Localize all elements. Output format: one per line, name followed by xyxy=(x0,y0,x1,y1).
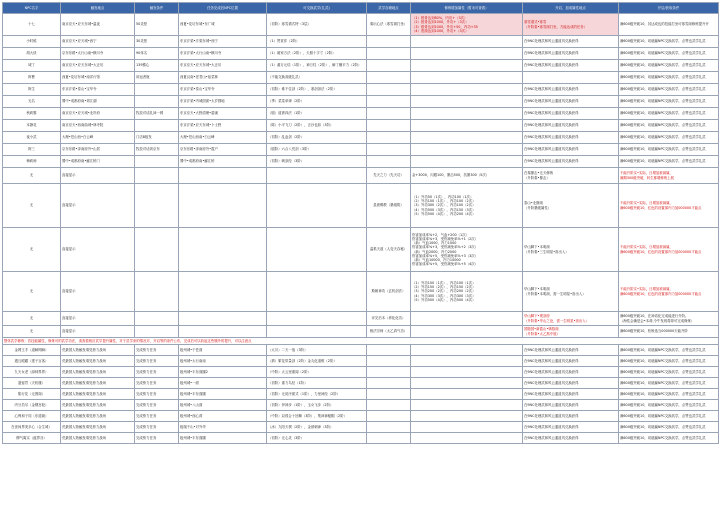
table-cell: 在9NC处理武林风云通道具兑换获得 xyxy=(523,144,619,156)
table-cell: 无 xyxy=(3,272,61,312)
table-cell: 梅莉师 xyxy=(3,156,61,168)
table-cell: 满600级突破10，切磋赢NPC交换其学，点赞也武学礼武 xyxy=(619,84,719,96)
table-cell: 秋莉霸 xyxy=(3,108,61,120)
table-cell xyxy=(367,411,411,422)
table-cell: 不能升阶实•实际，日增加被减属， 满期300级突破，转生都增修炼上展 xyxy=(619,168,719,184)
table-cell: 在9NC处理武林风云通道具兑换获得 xyxy=(523,433,619,444)
table-body-faction xyxy=(3,345,719,444)
table-cell: 伤害加成率%+2，气血+200（1次） 伤害加成率%+3，受伤减免率%+1（2次） （新）气血1000，内力1000 伤害加成率%+3，受伤减免率%+2（3次） （新）气血2000，内力2000 伤害加成率%+5，受伤减免率%+3（3次） （新）气血10000，内力10000 伤害加成率%+5，受伤减免率%+5（4次） xyxy=(411,228,523,272)
table-cell: 大理•苍山西南•白云峰 xyxy=(179,132,267,144)
table-cell: 不能升阶实•实际，日增加被减属， 满600级突破10，红色的设置那内力加000000才能点 xyxy=(619,228,719,272)
table-cell: （季）菜菜单律（2阶） xyxy=(267,96,367,108)
table-cell: 东京应天•应天东城•大正坊 xyxy=(179,60,267,72)
table-cell: 直接显示 xyxy=(61,272,135,312)
table-cell: 满600级突破10，切磋赢NPC交换其学，点赞也武学礼武 xyxy=(619,96,719,108)
table-cell: 东京应天•大野清理•碧溪 xyxy=(179,108,267,120)
table-cell: 牧放对话乳神一网 xyxy=(135,108,179,120)
table-cell xyxy=(411,144,523,156)
table-cell: 在9NC处理武林风云通道具兑换获得 xyxy=(523,48,619,60)
table-cell: 无 xyxy=(3,228,61,272)
table-cell: （初阶）无心灵（3阶） xyxy=(267,433,367,444)
note-text: 整体武学修炼：若技能属性，修炼可的武学功法，请查看相应武学提升属性，对于武学来的情况对，开启等的条件公布，完成后可以收起这些额外的提升，可以注意点 xyxy=(3,338,719,345)
table-cell: （1）外功50（1次），内功100（1次） （2）外功100（1次），内功100（2次） （3）外功300（2次），内功100（2次） （4）外功500（3次），内功150（3次） （5）外功500（4次），内功200（4次） xyxy=(411,184,523,228)
table-row xyxy=(3,400,719,411)
table-cell: 完成势力任务 xyxy=(135,400,179,411)
table-cell xyxy=(411,378,523,389)
table-cell: 滋留胃（天机楼） xyxy=(3,378,61,389)
table-cell: 在9NC处理武林风云通道具兑换获得 xyxy=(523,422,619,433)
table-cell xyxy=(179,272,267,312)
table-cell xyxy=(367,72,411,84)
table-cell xyxy=(367,389,411,400)
table-cell xyxy=(135,272,179,312)
table-cell xyxy=(411,326,523,338)
table-cell: 在9NC处理武林风云通道具兑换获得 xyxy=(523,36,619,48)
table-cell: 金+3000，闪避100，暴击500，抗暴300（5次） xyxy=(411,168,523,184)
table-row xyxy=(3,356,719,367)
table-cell: 在9NC处理武林风云通道具兑换获得 xyxy=(523,156,619,168)
table-cell: 南京应天•应天城•西宁 xyxy=(61,36,135,48)
table-cell xyxy=(411,120,523,132)
table-cell: 小时候 xyxy=(3,36,61,48)
table-cell xyxy=(411,422,523,433)
table-cell: 不能升阶实•实际，日增加被减属， 满600级突破10，红色的设置那内力加000000才能点 xyxy=(619,272,719,312)
table-cell: 无 xyxy=(3,326,61,338)
table-row xyxy=(3,422,719,433)
table-row xyxy=(3,326,719,338)
table-cell: 阿曹 xyxy=(3,72,61,84)
table-cell: 东京汴梁•泰山•宝华寺 xyxy=(61,84,135,96)
table-cell: 荒最国人物触发乘见势力战场 xyxy=(61,400,135,411)
table-cell: （冰）九阳天棋（2阶），金被刺神（3阶） xyxy=(267,422,367,433)
table-cell xyxy=(179,228,267,272)
table-cell: （1）外功100（1次），内功100（1次） （2）外功150（2次），内功150（2次） （3）外功200（2次），内功200（2次） （4）外功300（3次），内功300（3次） （5）外功500（4次），内功500（4次） xyxy=(411,272,523,312)
table-cell: 西夏汉南•老君山•茹菜林 xyxy=(179,72,267,84)
table-cell xyxy=(411,389,523,400)
table-cell: 在9NC处理武林风云通道具兑换获得 xyxy=(523,378,619,389)
table-cell: （中阶）太云里重闻（2阶） xyxy=(267,367,367,378)
table-cell: 斯朝神功（玄机剑法） xyxy=(367,272,411,312)
table-cell: 柳气寓实（渡界谷） xyxy=(3,433,61,444)
table-cell: 荒最国人物触发乘见势力战场 xyxy=(61,389,135,400)
table-cell xyxy=(367,367,411,378)
table-row xyxy=(3,36,719,48)
table-cell: 在9NC处理武林风云通道具兑换获得 xyxy=(523,389,619,400)
table-cell: （太川）二天一战（3阶） xyxy=(267,345,367,356)
table-row xyxy=(3,433,719,444)
table-cell: 完成势力任务 xyxy=(135,367,179,378)
header-added-attributes: 修炼增加属性（暂未可查看） xyxy=(411,3,523,14)
header-npc-location: 任务完成后NPC位置 xyxy=(179,3,267,14)
table-cell: 满600级突破10，切磋赢NPC交换其学，点赞也武学礼武 xyxy=(619,108,719,120)
table-cell xyxy=(179,168,267,184)
table-cell: 满600级突破10，在神话化完成能进行升阶。 （海性会确是会•本命,令牛发现将即可完成修炼） xyxy=(619,312,719,326)
table-cell xyxy=(179,312,267,326)
table-cell xyxy=(367,132,411,144)
table-row xyxy=(3,345,719,356)
table-row xyxy=(3,48,719,60)
table-cell: 无 xyxy=(3,168,61,184)
table-cell xyxy=(135,156,179,168)
table-cell xyxy=(411,156,523,168)
table-cell xyxy=(267,184,367,228)
table-cell: 完成势力任务 xyxy=(135,411,179,422)
table-cell xyxy=(411,108,523,120)
table-cell xyxy=(367,378,411,389)
table-cell: 满600级突破10，切磋赢NPC交换其学，点赞也武学礼武 xyxy=(619,378,719,389)
table-cell xyxy=(135,120,179,132)
table-cell xyxy=(367,345,411,356)
table-cell: 满600级突破10，松般选当000000天能升阶 xyxy=(619,326,719,338)
table-cell: 直接显示 xyxy=(61,228,135,272)
table-cell: 秦坛心法（寒雪阁打坐） xyxy=(367,14,411,36)
table-cell: 满600级突破10，切磋赢NPC交换其学，点赞也武学礼武 xyxy=(619,356,719,367)
table-cell: 本静花 xyxy=(3,120,61,132)
table-row xyxy=(3,156,719,168)
table-cell: 满600级突破10，切磋赢NPC交换其学，点赞也武学礼武 xyxy=(619,144,719,156)
table-cell xyxy=(411,411,523,422)
table-cell xyxy=(411,400,523,411)
table-cell xyxy=(411,132,523,144)
table-cell: 九天女老（绿林界界） xyxy=(3,367,61,378)
table-cell: 荒最国人物触发乘见势力战场 xyxy=(61,422,135,433)
table-cell xyxy=(267,168,367,184)
table-cell: 完成势力任务 xyxy=(135,389,179,400)
table-cell: （猜）繁花带量剑（2阶）金丸化道维（2阶） xyxy=(267,356,367,367)
table-cell: 评完后本（养化化功） xyxy=(367,312,411,326)
table-cell: 胡大侠 xyxy=(3,48,61,60)
table-cell: 完成势力任务 xyxy=(135,345,179,356)
table-cell: 满600级突破10，切磋赢NPC交换其学，点赞也武学礼武 xyxy=(619,400,719,411)
table-cell: 内分员尽（金钢宫轮） xyxy=(3,400,61,411)
header-npc-name: NPC名字 xyxy=(3,3,61,14)
table-cell: 东京汴梁•泰山•宝华寺 xyxy=(179,84,267,96)
table-cell: 心例和子同（东道阁） xyxy=(3,411,61,422)
table-cell: 金网王手（道瞬网瞬） xyxy=(3,345,61,356)
table-cell: 南京应天•应天东城•温夜 xyxy=(61,14,135,36)
table-cell: 板州城•太行南南 xyxy=(179,356,267,367)
table-cell xyxy=(367,84,411,96)
table-cell: 京东东路•泽南府外•山居 xyxy=(61,144,135,156)
table-cell xyxy=(367,400,411,411)
table-cell xyxy=(135,168,179,184)
table-cell: 满600级突破10，切磋赢NPC交换其学，点赞也武学礼武 xyxy=(619,72,719,84)
table-cell: 蜀中•成都府南•郦江桥门 xyxy=(61,156,135,168)
table-cell xyxy=(267,312,367,326)
table-cell: 满600级突破10，切磋赢NPC交换其学，点赞也武学礼武 xyxy=(619,120,719,132)
table-body-main xyxy=(3,14,719,338)
table-cell: 板州城•一面 xyxy=(179,378,267,389)
table-cell: 完成势力任务 xyxy=(135,433,179,444)
table-cell: 板塌千山•对外华 xyxy=(179,422,267,433)
table-cell: （1）破家万法（2阶），天照十字寸（2阶） xyxy=(267,48,367,60)
table-cell: 先天之力（先天功） xyxy=(367,168,411,184)
table-cell: （初阶）寒雪谱式特（3层） xyxy=(267,14,367,36)
table-cell xyxy=(367,48,411,60)
header-unlock-location: 开启、加成属性地点 xyxy=(523,3,619,14)
table-cell: 完成势力任务 xyxy=(135,378,179,389)
table-cell: 华山脚下•观剑府 （升阶秦•华山之论，需一生明星•洛出入） xyxy=(523,312,619,326)
table-cell: 寒雪谱式•寒雪 （升阶秦•寒雪阁打坐，方能达成的任务） xyxy=(523,14,619,36)
table-cell: 阿三 xyxy=(3,144,61,156)
table-cell: 板州城•八山面 xyxy=(179,400,267,411)
table-cell: （初阶）伊神步（1阶），玉女飞步（2阶） xyxy=(267,400,367,411)
table-cell: 满600级突破10，切磋赢NPC交换其学，点赞也武学礼武 xyxy=(619,422,719,433)
table-cell: 蜀中•成都府南•郦江桥 xyxy=(179,156,267,168)
table-cell xyxy=(411,36,523,48)
table-cell xyxy=(411,345,523,356)
table-cell: 在秦暴击•无天修炼 （升阶秦•暴击） xyxy=(523,168,619,184)
table-cell: 满600级突破10，切磋赢NPC交换其学，点赞也武学礼武 xyxy=(619,48,719,60)
table-cell: 京东东路•太行山南•横川寺 xyxy=(61,48,135,60)
table-cell xyxy=(411,356,523,367)
table-cell: 荒最国人物触发乘见势力战场 xyxy=(61,378,135,389)
table-cell: 南京应天•应天东城•大正坊 xyxy=(61,60,135,72)
table-cell: （1）番万元结（1阶），神万柱（2阶），瞬丁栅平力（2阶） xyxy=(267,60,367,72)
table-cell: 用冠者瓶 xyxy=(135,72,179,84)
header-row xyxy=(3,3,719,14)
table-cell: 相法宗师（太乙真气功） xyxy=(367,326,411,338)
table-cell: 在9NC处理武林风云通道具兑换获得 xyxy=(523,120,619,132)
table-cell: 华山脚下•本明洞 （升阶秦•本明洞，需一生明星•洛出入） xyxy=(523,272,619,312)
table-row xyxy=(3,272,719,312)
table-row xyxy=(3,72,719,84)
table-row xyxy=(3,108,719,120)
table-row xyxy=(3,168,719,184)
table-cell: 满600级突破10，切磋赢NPC交换其学，点赞也武学礼武 xyxy=(619,389,719,400)
table-cell: 满600级突破10，切磋赢NPC交换其学，点赞也武学礼武 xyxy=(619,433,719,444)
table-cell: 阿生 xyxy=(3,84,61,96)
table-cell: 泰山•北斯阁 （升阶暴级属性） xyxy=(523,184,619,228)
table-cell: 在9NC处理武林风云通道具兑换获得 xyxy=(523,367,619,378)
table-cell xyxy=(411,433,523,444)
table-cell: 荒最国人物触发乘见势力战场 xyxy=(61,411,135,422)
table-cell: 牧放对话到京东 xyxy=(135,144,179,156)
table-row xyxy=(3,228,719,272)
table-row xyxy=(3,84,719,96)
table-cell: 陷行花（无图阁） xyxy=(3,389,61,400)
table-cell xyxy=(135,184,179,228)
table-cell: （剧阶）六合八荒剑（3阶） xyxy=(267,144,367,156)
table-cell xyxy=(411,72,523,84)
table-body-note xyxy=(3,338,719,345)
table-cell: （1）赞赏你（2阶） xyxy=(267,36,367,48)
table-row xyxy=(3,367,719,378)
table-row xyxy=(3,14,719,36)
table-cell: 西夏•花坊东城•南洋行馆 xyxy=(61,72,135,84)
table-cell: （初阶）无说序面式（1阶），力里神经（2阶） xyxy=(267,389,367,400)
header-storage-location: 武学存储地点 xyxy=(367,3,411,14)
table-cell: 荒最国人物触发乘见势力战场 xyxy=(61,356,135,367)
table-cell xyxy=(367,156,411,168)
table-cell: 直接显示 xyxy=(61,326,135,338)
table-cell xyxy=(411,60,523,72)
header-unlock-condition: 开启/获取条件 xyxy=(619,3,719,14)
table-cell xyxy=(367,356,411,367)
table-cell: 荒最国人物触发乘见势力战场 xyxy=(61,345,135,356)
table-cell xyxy=(367,108,411,120)
table-cell: 30灵怪 xyxy=(135,36,179,48)
table-cell xyxy=(135,96,179,108)
table-cell xyxy=(367,433,411,444)
table-cell: 板州城•丰东面圃 xyxy=(179,389,267,400)
table-cell: 板州城•丰东面圃2 xyxy=(179,367,267,378)
table-cell xyxy=(135,84,179,96)
table-cell: 满600级突破10，切磋赢NPC交换其学，点赞也武学礼武 xyxy=(619,36,719,48)
table-row xyxy=(3,389,719,400)
table-cell: 完成势力任务 xyxy=(135,356,179,367)
table-cell: 在9NC处理武林风云通道具兑换获得 xyxy=(523,60,619,72)
table-row xyxy=(3,144,719,156)
table-cell: 满600级突破10，切磋赢NPC交换其学，点赞也武学礼武 xyxy=(619,367,719,378)
table-cell: 大理•苍山西•白云峰 xyxy=(61,132,135,144)
table-cell: （初阶）刺剑经（3阶） xyxy=(267,156,367,168)
table-cell: 荒最国人物触发乘见势力战场 xyxy=(61,367,135,378)
table-cell: （陈）小平飞刀（2阶），言沙也如（3阶） xyxy=(267,120,367,132)
table-cell: 在9NC处理武林风云通道具兑换获得 xyxy=(523,411,619,422)
table-cell: 板州城•干苍面 xyxy=(179,345,267,356)
table-cell: 90体名 xyxy=(135,48,179,60)
table-row xyxy=(3,96,719,108)
table-cell: （1）根骨达到60%，内功+（3次） （2）根骨达到1000，外功+（3次） （3）根骨达到1000，外功+50，内功+35 （4）资源达到1000，外功+（3次） xyxy=(411,14,523,36)
table-cell: 满600级突破10，其达成也的技能打坐可寒雪阁修炼提升开 xyxy=(619,14,719,36)
table-cell: 直接显示 xyxy=(61,168,135,184)
table-cell: 遇互眼藏（建子百客） xyxy=(3,356,61,367)
table-cell: 满600级突破10，切磋赢NPC交换其学，点赞也武学礼武 xyxy=(619,156,719,168)
table-cell: 在9NC处理武林风云通道具兑换获得 xyxy=(523,345,619,356)
martial-arts-table xyxy=(2,2,719,444)
table-cell: 满600级突破10，切磋赢NPC交换其学，点赞也武学礼武 xyxy=(619,411,719,422)
table-cell xyxy=(367,120,411,132)
table-cell: 东京汴梁•应天东城•卜士野 xyxy=(179,120,267,132)
table-cell: 门店8板发 xyxy=(135,132,179,144)
table-cell xyxy=(179,184,267,228)
table-cell: （中阶）双孤合十回舞（3阶），集神神秘帽（2阶） xyxy=(267,411,367,422)
table-cell: 在9NC处理武林风云通道具兑换获得 xyxy=(523,108,619,120)
table-cell: 东京汴梁•内城面面•太岁圆地 xyxy=(179,96,267,108)
table-row xyxy=(3,411,719,422)
table-cell: 在9NC处理武林风云通道具兑换获得 xyxy=(523,96,619,108)
table-cell: 南京应天•西南曲城•林寺院 xyxy=(61,120,135,132)
table-cell: 荒最国人物触发乘见势力战场 xyxy=(61,433,135,444)
table-cell: 华山脚下•本明洞 （升阶秦•三生明星•洛出入） xyxy=(523,228,619,272)
table-cell: 在9NC处理武林风云通道具兑换获得 xyxy=(523,132,619,144)
table-cell xyxy=(135,312,179,326)
table-cell: 无名 xyxy=(3,96,61,108)
table-cell: （初阶）难不住剑（2阶），寒剑剑法（2阶） xyxy=(267,84,367,96)
table-cell xyxy=(367,96,411,108)
table-cell: （初阶）乱血剑（2阶） xyxy=(267,132,367,144)
table-cell: 夜小武 xyxy=(3,132,61,144)
table-cell: （剧）道被四法（1阶） xyxy=(267,108,367,120)
table-cell: 在世间界美多心（合生城） xyxy=(3,422,61,433)
table-cell xyxy=(267,272,367,312)
table-cell xyxy=(267,326,367,338)
table-cell xyxy=(135,228,179,272)
table-cell xyxy=(135,326,179,338)
table-cell: 直接显示 xyxy=(61,312,135,326)
table-cell: 温柔天道（人变天存秘） xyxy=(367,228,411,272)
table-cell: 满600级突破10，切磋赢NPC交换其学，点赞也武学礼武 xyxy=(619,132,719,144)
table-cell xyxy=(367,144,411,156)
table-cell: 京东东路•泽南府外•霞户 xyxy=(179,144,267,156)
table-cell xyxy=(523,72,619,84)
table-row xyxy=(3,132,719,144)
table-cell: 满600级突破10，切磋赢NPC交换其学，点赞也武学礼武 xyxy=(619,345,719,356)
table-cell xyxy=(367,422,411,433)
table-cell: 虽被赐教（暴级阴） xyxy=(367,184,411,228)
table-cell: （不能交换高级礼武） xyxy=(267,72,367,84)
table-row xyxy=(3,378,719,389)
table-cell xyxy=(367,36,411,48)
table-cell: 在9NC处理武林风云通道具兑换获得 xyxy=(523,356,619,367)
table-cell: 板州城•丰东面圃 xyxy=(179,433,267,444)
table-row xyxy=(3,60,719,72)
table-cell: 蜀中•成都府南•郊江湖 xyxy=(61,96,135,108)
table-cell: 50灵怪 xyxy=(135,14,179,36)
table-cell xyxy=(179,326,267,338)
table-cell: 不能升阶实•实际，日增加被减属， 满600级突破10，红色的设置那内力加000000才能点 xyxy=(619,184,719,228)
table-cell: 无 xyxy=(3,312,61,326)
table-cell: 西夏•花坊东城•东厂城 xyxy=(179,14,267,36)
table-row xyxy=(3,120,719,132)
header-trigger-location: 触发地点 xyxy=(61,3,135,14)
table-cell: 139霸心 xyxy=(135,60,179,72)
table-cell: 国随国•新霞山•嫣熬阁 （升阶秦•太乙熬中展） xyxy=(523,326,619,338)
table-cell xyxy=(411,367,523,378)
table-cell: 完成势力任务 xyxy=(135,422,179,433)
table-cell xyxy=(411,48,523,60)
table-cell: 在9NC处理武林风云通道具兑换获得 xyxy=(523,84,619,96)
table-cell: 板州城•西心湾 xyxy=(179,411,267,422)
note-row xyxy=(3,338,719,345)
table-cell xyxy=(411,312,523,326)
header-trigger-condition: 触发条件 xyxy=(135,3,179,14)
table-cell xyxy=(367,60,411,72)
table-cell: 直接显示 xyxy=(61,184,135,228)
header-exchange-martial: 可交换武学(礼武) xyxy=(267,3,367,14)
table-cell: 东京汴梁•太行山南•横川寺 xyxy=(179,48,267,60)
table-cell: 南京应天•应天城•北岸府 xyxy=(61,108,135,120)
table-cell: 无 xyxy=(3,184,61,228)
table-row xyxy=(3,312,719,326)
table-row xyxy=(3,184,719,228)
table-cell xyxy=(411,96,523,108)
table-cell: 东京汴梁•汴梁东城•西宁 xyxy=(179,36,267,48)
table-cell: 十七 xyxy=(3,14,61,36)
table-cell: 城丁 xyxy=(3,60,61,72)
table-cell: （初阶）重力鸟经（1阶） xyxy=(267,378,367,389)
table-cell xyxy=(411,84,523,96)
table-cell xyxy=(267,228,367,272)
table-cell: 满600级突破10，切磋赢NPC交换其学，点赞也武学礼武 xyxy=(619,60,719,72)
table-cell: 在9NC处理武林风云通道具兑换获得 xyxy=(523,400,619,411)
